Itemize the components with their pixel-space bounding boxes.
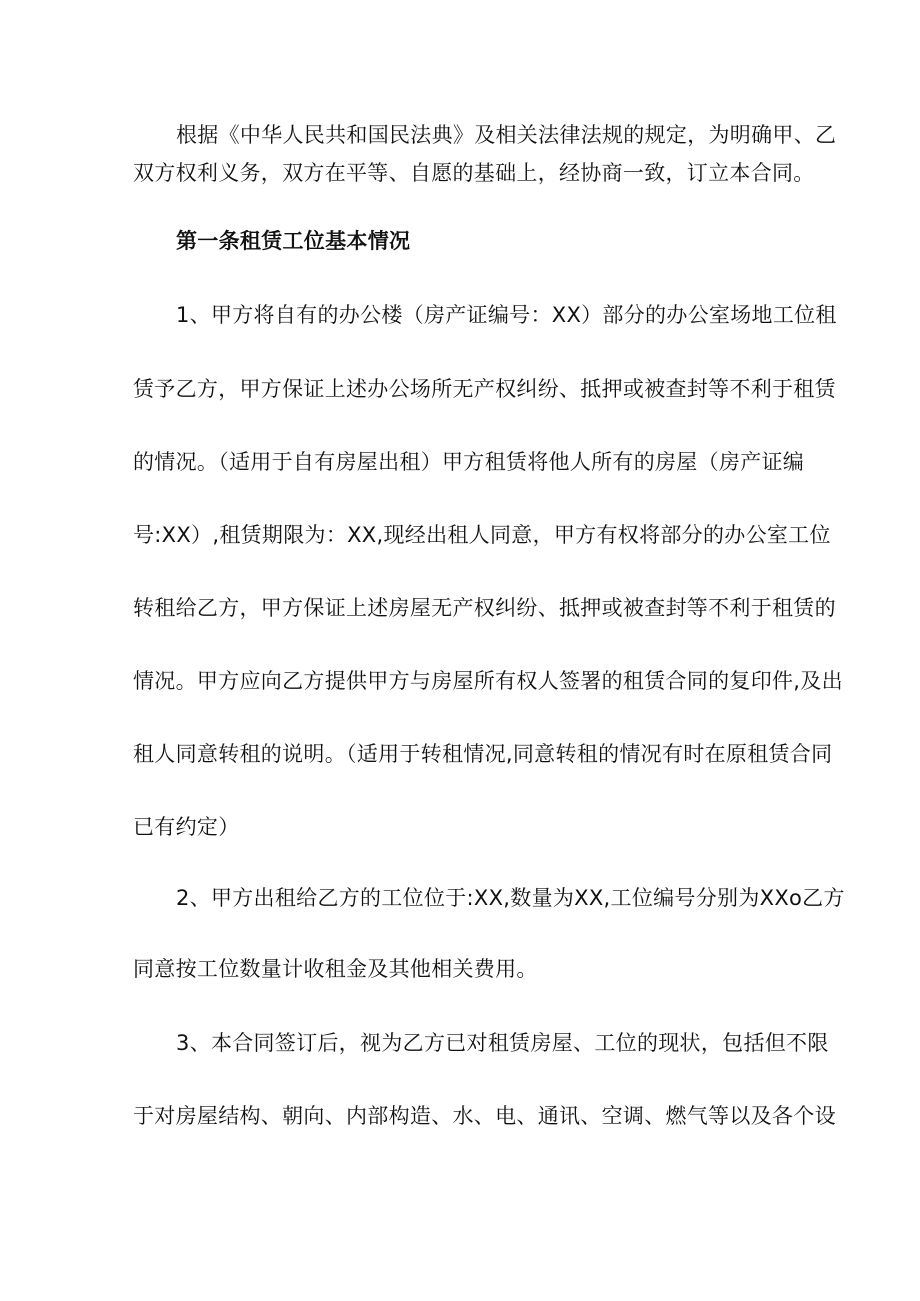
clause-2-line-2: 同意按工位数量计收租金及其他相关费用。	[133, 957, 538, 981]
clause-1-line-7: 租人同意转租的说明。（适用于转租情况,同意转租的情况有时在原租赁合同	[133, 742, 833, 766]
clause-1-line-4: 号:XX）,租赁期限为：XX,现经出租人同意，甲方有权将部分的办公室工位	[133, 523, 831, 547]
clause-1-line-6: 情况。甲方应向乙方提供甲方与房屋所有权人签署的租赁合同的复印件,及出	[133, 669, 843, 693]
clause-1-line-1: 1、甲方将自有的办公楼（房产证编号：XX）部分的办公室场地工位租	[176, 303, 837, 327]
clause-1-line-8: 已有约定）	[133, 815, 240, 839]
intro-line-2: 双方权利义务，双方在平等、自愿的基础上，经协商一致，订立本合同。	[133, 161, 815, 185]
intro-line-1: 根据《中华人民共和国民法典》及相关法律法规的规定，为明确甲、乙	[176, 123, 837, 147]
clause-1-line-2: 赁予乙方，甲方保证上述办公场所无产权纠纷、抵押或被查封等不利于租赁	[133, 377, 836, 401]
clause-1-line-3: 的情况。（适用于自有房屋出租）甲方租赁将他人所有的房屋（房产证编	[133, 450, 805, 474]
article-1-title: 第一条租赁工位基本情况	[176, 229, 411, 253]
clause-3-line-2: 于对房屋结构、朝向、内部构造、水、电、通讯、空调、燃气等以及各个设	[133, 1104, 836, 1128]
clause-2-line-1: 2、甲方出租给乙方的工位位于:XX,数量为XX,工位编号分别为XXo乙方	[176, 886, 845, 910]
clause-3-line-1: 3、本合同签订后，视为乙方已对租赁房屋、工位的现状，包括但不限	[176, 1031, 829, 1055]
clause-1-line-5: 转租给乙方，甲方保证上述房屋无产权纠纷、抵押或被查封等不利于租赁的	[133, 596, 836, 620]
